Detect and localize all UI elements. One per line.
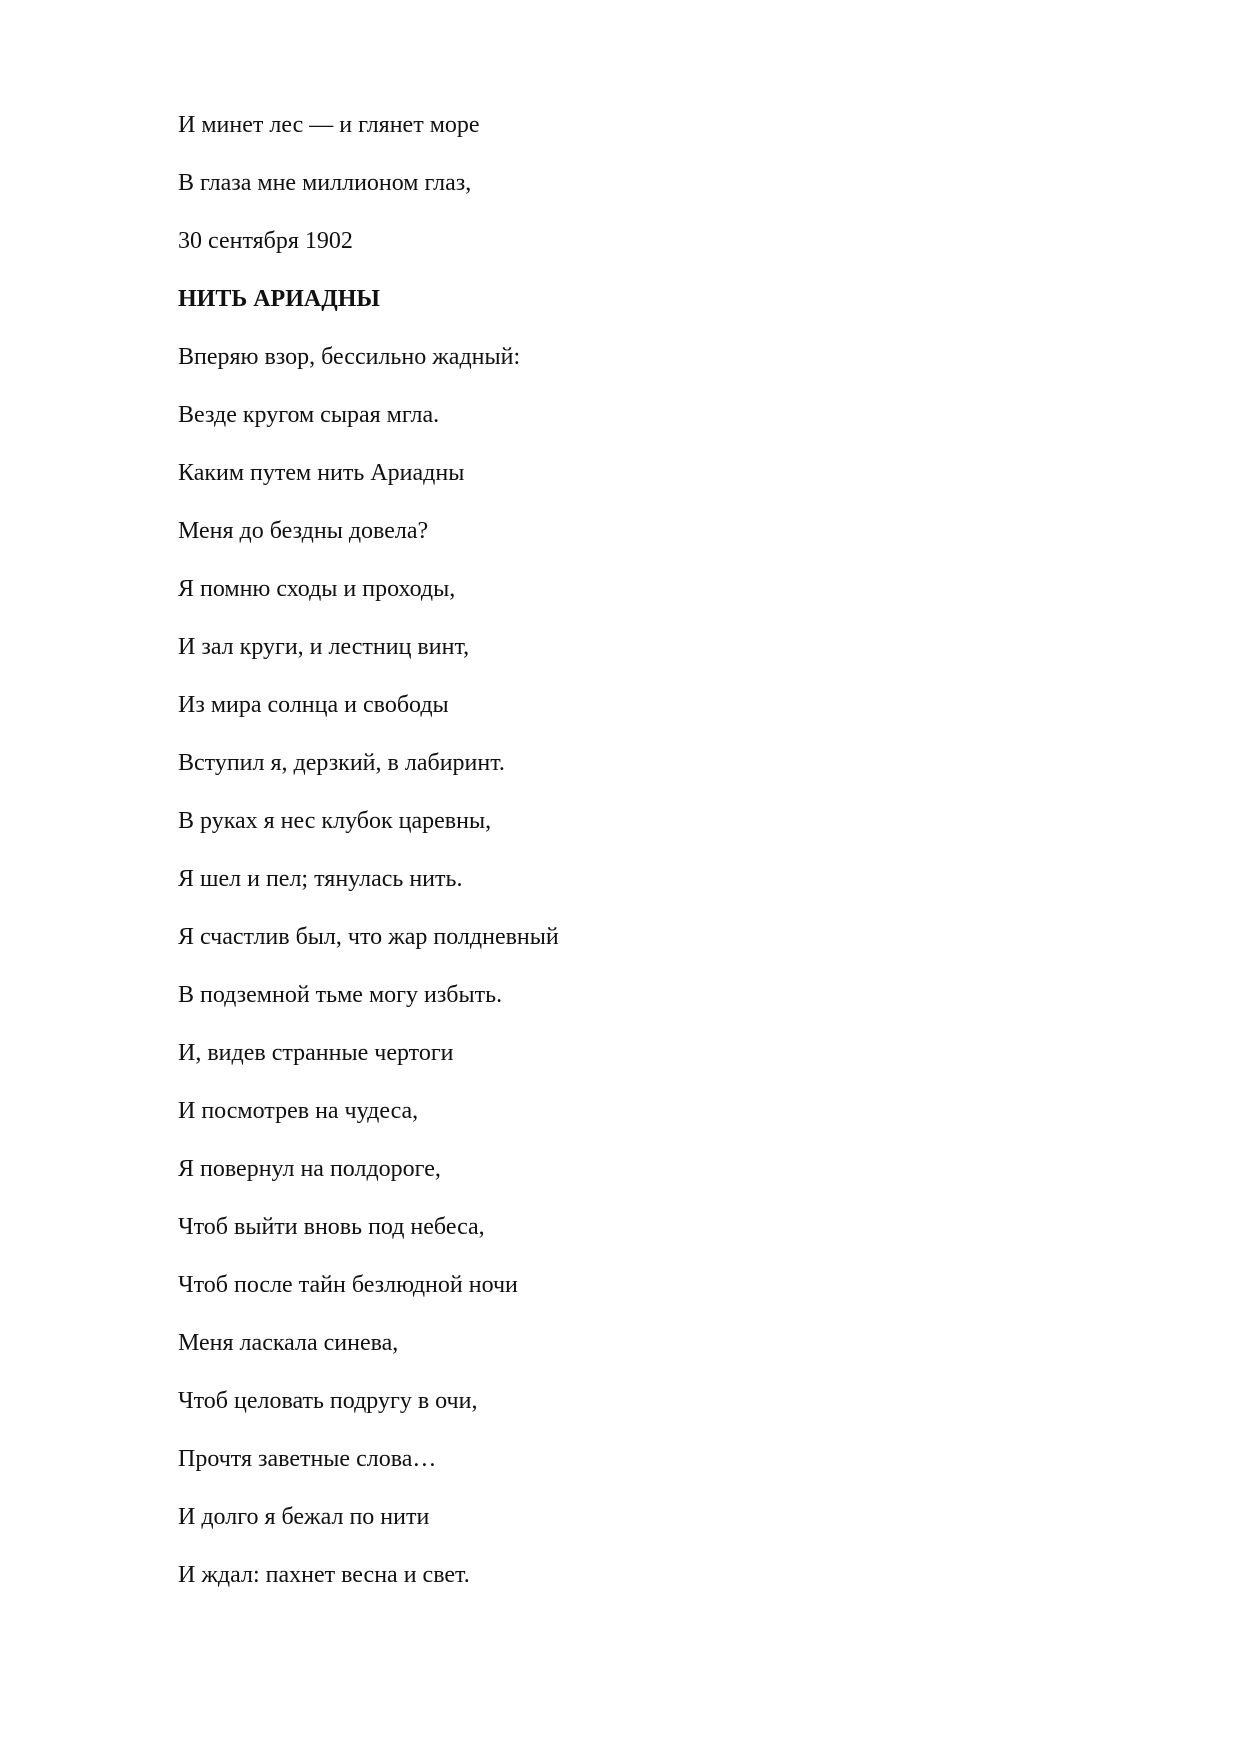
poem-line: И посмотрев на чудеса, [178, 1098, 419, 1124]
poem-line: Каким путем нить Ариадны [178, 460, 465, 486]
poem-line: Я помню сходы и проходы, [178, 576, 456, 602]
poem-line: И зал круги, и лестниц винт, [178, 634, 470, 660]
poem-line: Я шел и пел; тянулась нить. [178, 866, 463, 892]
poem-line: Вперяю взор, бессильно жадный: [178, 344, 521, 370]
poem-line: Меня ласкала синева, [178, 1330, 399, 1356]
poem-line: Везде кругом сырая мгла. [178, 402, 440, 428]
poem-line: Из мира солнца и свободы [178, 692, 449, 718]
poem-line: И ждал: пахнет весна и свет. [178, 1562, 470, 1588]
poem-line: Я счастлив был, что жар полдневный [178, 924, 559, 950]
poem-line: И минет лес — и глянет море [178, 112, 480, 138]
poem-line: В глаза мне миллионом глаз, [178, 170, 472, 196]
poem-line: В подземной тьме могу избыть. [178, 982, 503, 1008]
poem-line: Чтоб целовать подругу в очи, [178, 1388, 478, 1414]
poem-title: НИТЬ АРИАДНЫ [178, 286, 380, 312]
poem-line: Чтоб после тайн безлюдной ночи [178, 1272, 518, 1298]
poem-line: Меня до бездны довела? [178, 518, 429, 544]
poem-line: Вступил я, дерзкий, в лабиринт. [178, 750, 505, 776]
poem-line: Я повернул на полдороге, [178, 1156, 441, 1182]
poem-line: Прочтя заветные слова… [178, 1446, 437, 1472]
poem-line: Чтоб выйти вновь под небеса, [178, 1214, 485, 1240]
poem-line: И долго я бежал по нити [178, 1504, 430, 1530]
poem-line: В руках я нес клубок царевны, [178, 808, 492, 834]
poem-date: 30 сентября 1902 [178, 228, 353, 254]
document-body [178, 111, 1078, 1619]
poem-line: И, видев странные чертоги [178, 1040, 454, 1066]
